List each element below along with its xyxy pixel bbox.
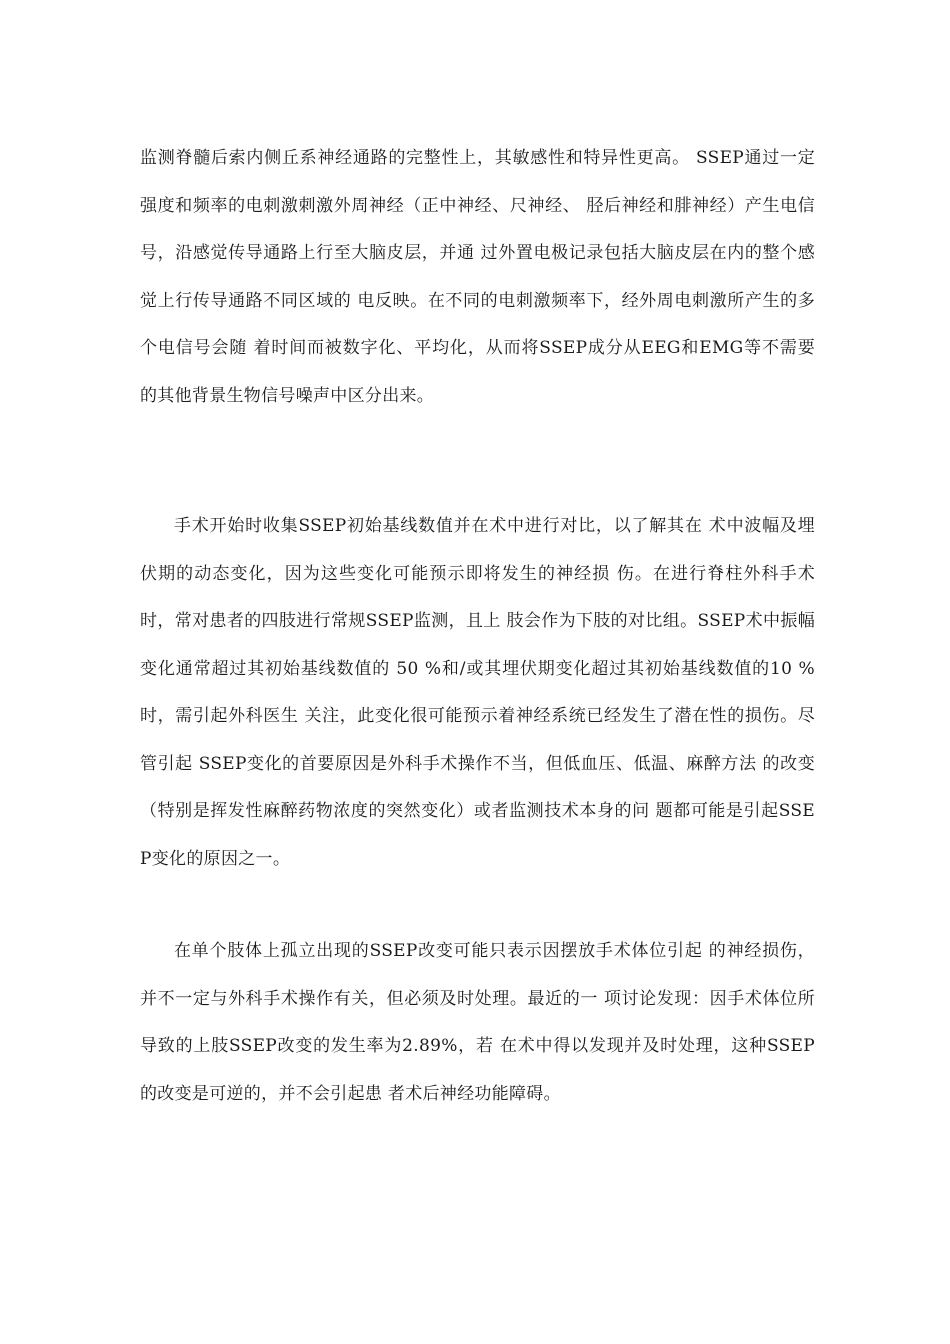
paragraph-1: 监测脊髓后索内侧丘系神经通路的完整性上，其敏感性和特异性更高。 SSEP通过一定强度和频率的电刺激刺激外周神经（正中神经、尺神经、 胫后神经和腓神经）产生电信号，沿感觉传导通路上行至大脑皮层，并通 过外置电极记录包括大脑皮层在内的整个感觉上行传导通路不同区域的 电反映。在不同的电刺激频率下，经外周电刺激所产生的多个电信号会随 着时间而被数字化、平均化，从而将SSEP成分从EEG和EMG等不需要 的其他背景生物信号噪声中区分出来。 [140, 148, 815, 406]
paragraph-3: 在单个肢体上孤立出现的SSEP改变可能只表示因摆放手术体位引起 的神经损伤，并不一定与外科手术操作有关，但必须及时处理。最近的一 项讨论发现：因手术体位所导致的上肢SSEP改变的发生率为2.89%，若 在术中得以发现并及时处理，这种SSEP的改变是可逆的，并不会引起患 者术后神经功能障碍。 [140, 941, 815, 1104]
paragraph-2: 手术开始时收集SSEP初始基线数值并在术中进行对比，以了解其在 术中波幅及埋伏期的动态变化，因为这些变化可能预示即将发生的神经损 伤。在进行脊柱外科手术时，常对患者的四肢进行常规SSEP监测，且上 肢会作为下肢的对比组。SSEP术中振幅变化通常超过其初始基线数值的 50 %和/或其埋伏期变化超过其初始基线数值的10 %时，需引起外科医生 关注，此变化很可能预示着神经系统已经发生了潜在性的损伤。尽管引起 SSEP变化的首要原因是外科手术操作不当，但低血压、低温、麻醉方法 的改变（特别是挥发性麻醉药物浓度的突然变化）或者监测技术本身的问 题都可能是引起SSEP变化的原因之一。 [140, 516, 815, 869]
